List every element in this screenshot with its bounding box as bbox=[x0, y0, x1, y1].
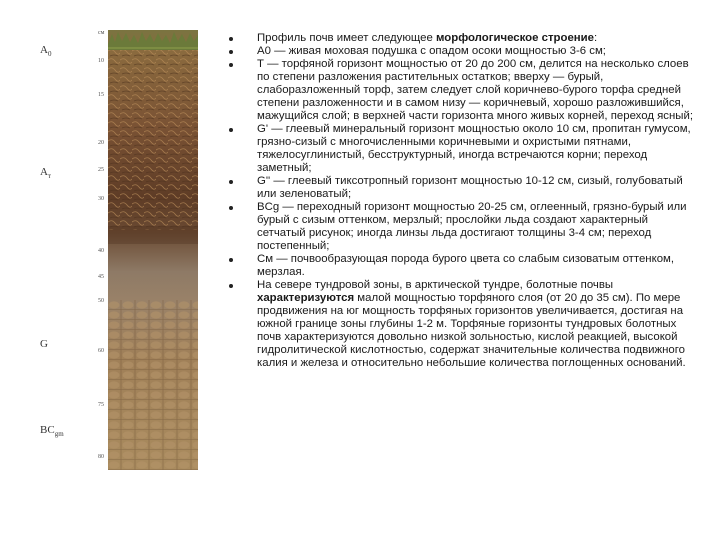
depth-tick: 10 bbox=[98, 58, 104, 64]
depth-tick: 45 bbox=[98, 274, 104, 280]
bullet-icon bbox=[229, 128, 233, 132]
horizon-label-at: $A_т$ bbox=[40, 166, 52, 181]
depth-tick: 75 bbox=[98, 402, 104, 408]
depth-tick: 30 bbox=[98, 196, 104, 202]
bullet-icon bbox=[229, 63, 233, 67]
bullet-icon bbox=[229, 284, 233, 288]
depth-tick: 15 bbox=[98, 92, 104, 98]
emphasis-text: морфологическое строение bbox=[436, 32, 594, 44]
depth-tick: 50 bbox=[98, 298, 104, 304]
horizon-label-bcgm: $BC_{gm}$ bbox=[40, 424, 64, 439]
list-item: BCg — переходный горизонт мощностью 20-25 см, оглеенный, грязно-бурый или бурый с сизым оттенком, мерзлый; прослойки льда создают характерный сетчатый рисунок; иногда линзы льда достигают толщины 3-4 см; переход постепенный; bbox=[226, 201, 696, 253]
list-item: G'' — глеевый тиксотропный горизонт мощностью 10-12 см, сизый, голубоватый или зеленоватый; bbox=[226, 175, 696, 201]
horizon-label-g: G bbox=[40, 338, 48, 350]
depth-scale bbox=[90, 30, 108, 470]
depth-tick: 60 bbox=[98, 348, 104, 354]
soil-profile-figure bbox=[36, 30, 198, 470]
bullet-icon bbox=[229, 50, 233, 54]
list-item: Т — торфяной горизонт мощностью от 20 до 200 см, делится на несколько слоев по степени разложения растительных остатков; вверху — бурый, слаборазложенный торф, затем следует слой коричнево-бурого торфа средней степени разложенности и в самом низу — коричневый, хорошо разложившийся, мажущийся слой; в верхней части горизонта много живых корней, переход ясный; bbox=[226, 58, 696, 123]
depth-tick: 40 bbox=[98, 248, 104, 254]
list-item: На севере тундровой зоны, в арктической тундре, болотные почвы характеризуются малой мощностью торфяного слоя (от 20 до 35 см). По мере продвижения на юг мощность торфяных горизонтов увеличивается, достигая на южной границе зоны глубины 1-2 м. Торфяные горизонты тундровых болотных почв характеризуются довольно низкой зольностью, кислой реакцией, высокой гидролитической кислотностью, содержат значительные количества подвижного калия и железа и относительно небольшие количества поглощенных оснований. bbox=[226, 279, 696, 370]
emphasis-text: характеризуются bbox=[257, 292, 355, 304]
list-item: Cм — почвообразующая порода бурого цвета со слабым сизоватым оттенком, мерзлая. bbox=[226, 253, 696, 279]
depth-tick: 20 bbox=[98, 140, 104, 146]
bullet-icon bbox=[229, 37, 233, 41]
bullet-icon bbox=[229, 258, 233, 262]
list-item: G' — глеевый минеральный горизонт мощностью около 10 см, пропитан гумусом, грязно-сизый с многочисленными коричневыми и охристыми пятнами, тяжелосуглинистый, бесструктурный, иногда встречаются корни; переход заметный; bbox=[226, 123, 696, 175]
depth-tick: 25 bbox=[98, 167, 104, 173]
soil-column-image bbox=[108, 30, 198, 470]
bullet-icon bbox=[229, 180, 233, 184]
description-text bbox=[226, 32, 696, 370]
depth-tick: см bbox=[98, 30, 105, 36]
horizon-label-a0: $A_0$ bbox=[40, 44, 52, 59]
horizon-labels bbox=[36, 30, 68, 470]
depth-tick: 80 bbox=[98, 454, 104, 460]
list-item: Профиль почв имеет следующее морфологическое строение: bbox=[226, 32, 696, 45]
soil-column-drawing bbox=[108, 30, 198, 470]
bullet-icon bbox=[229, 206, 233, 210]
list-item: А0 — живая моховая подушка с опадом осоки мощностью 3-6 см; bbox=[226, 45, 696, 58]
